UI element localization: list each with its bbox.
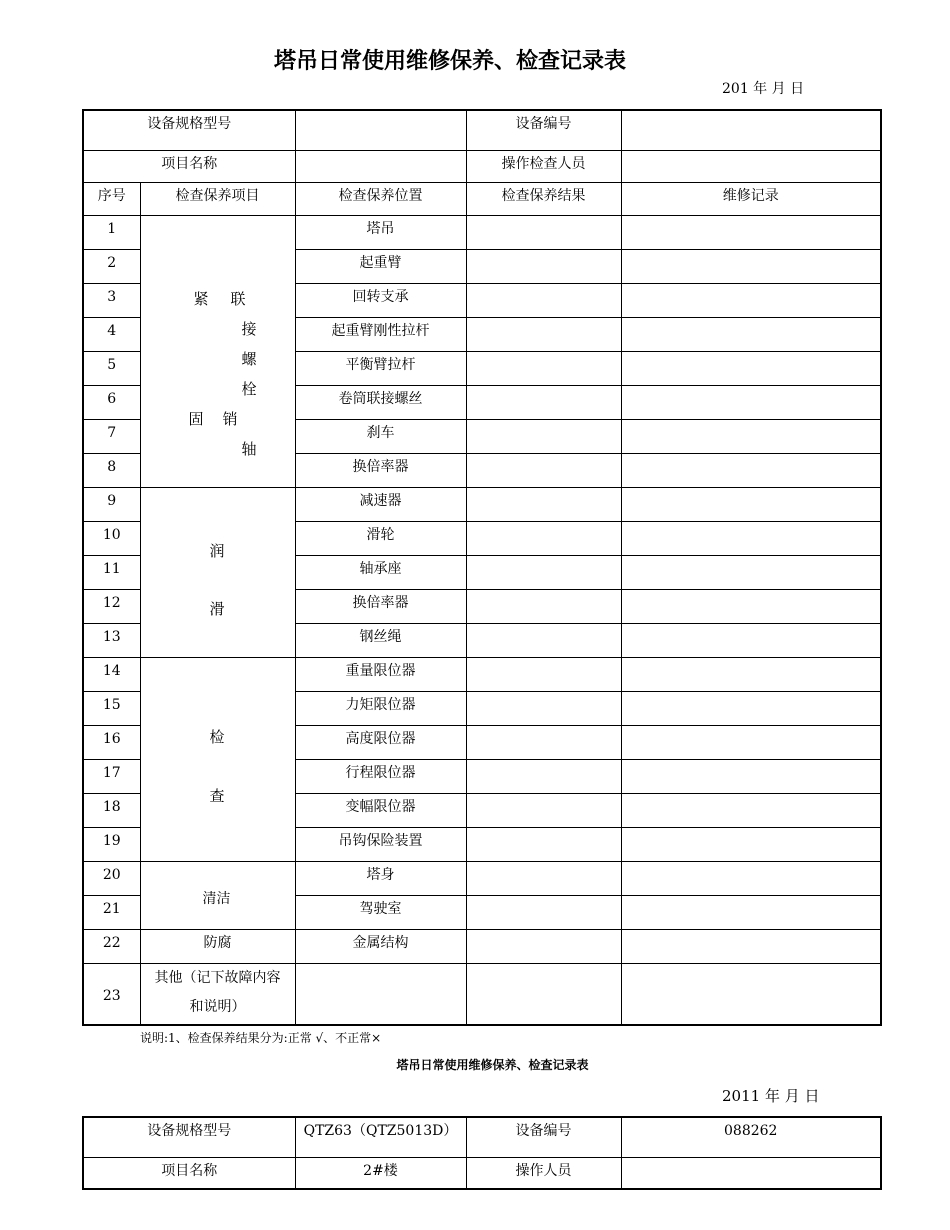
row-no: 9 <box>83 487 140 521</box>
row-repair[interactable] <box>621 793 881 827</box>
row-position: 轴承座 <box>295 555 466 589</box>
row-repair[interactable] <box>621 725 881 759</box>
row-repair[interactable] <box>621 589 881 623</box>
group-char: 润 <box>209 541 225 560</box>
row-no: 4 <box>83 317 140 351</box>
header-row-project <box>83 1157 881 1189</box>
row-repair[interactable] <box>621 861 881 895</box>
spec-label: 设备规格型号 <box>83 1117 295 1157</box>
group-char: 销 <box>222 409 238 428</box>
row-result[interactable] <box>466 657 621 691</box>
row-no: 7 <box>83 419 140 453</box>
row-result[interactable] <box>466 929 621 963</box>
group-char: 联 <box>230 289 246 308</box>
column-header-row <box>83 182 881 215</box>
header-row-spec <box>83 110 881 150</box>
row-no: 2 <box>83 249 140 283</box>
row-no: 13 <box>83 623 140 657</box>
row-result[interactable] <box>466 453 621 487</box>
row-position: 重量限位器 <box>295 657 466 691</box>
legend-note: 说明:1、检查保养结果分为:正常 √、不正常× <box>140 1031 382 1045</box>
row-position: 起重臂刚性拉杆 <box>295 317 466 351</box>
row-no: 10 <box>83 521 140 555</box>
table-row <box>83 963 881 1025</box>
row-result[interactable] <box>466 589 621 623</box>
row-repair[interactable] <box>621 249 881 283</box>
equip-no-value[interactable]: 088262 <box>621 1117 881 1157</box>
row-position: 刹车 <box>295 419 466 453</box>
row-result[interactable] <box>466 623 621 657</box>
row-position: 行程限位器 <box>295 759 466 793</box>
spec-value[interactable]: QTZ63（QTZ5013D） <box>295 1117 466 1157</box>
row-no: 17 <box>83 759 140 793</box>
row-no: 8 <box>83 453 140 487</box>
operator-label: 操作人员 <box>466 1157 621 1189</box>
table-row <box>83 215 881 249</box>
row-repair[interactable] <box>621 521 881 555</box>
row-result[interactable] <box>466 793 621 827</box>
row-no: 14 <box>83 657 140 691</box>
col-header-position: 检查保养位置 <box>295 182 466 215</box>
equip-no-label: 设备编号 <box>466 110 621 150</box>
row-position: 塔吊 <box>295 215 466 249</box>
form-title: 塔吊日常使用维修保养、检查记录表 <box>273 49 626 74</box>
group-fastening <box>140 215 295 487</box>
row-result[interactable] <box>466 521 621 555</box>
row-no: 21 <box>83 895 140 929</box>
row-repair[interactable] <box>621 453 881 487</box>
row-position: 驾驶室 <box>295 895 466 929</box>
row-result[interactable] <box>466 759 621 793</box>
row-result[interactable] <box>466 861 621 895</box>
table-row <box>83 861 881 895</box>
row-position: 滑轮 <box>295 521 466 555</box>
group-char: 轴 <box>241 439 257 458</box>
row-result[interactable] <box>466 555 621 589</box>
project-value[interactable] <box>295 150 466 182</box>
row-position: 钢丝绳 <box>295 623 466 657</box>
table-row <box>83 487 881 521</box>
row-repair[interactable] <box>621 691 881 725</box>
row-no: 16 <box>83 725 140 759</box>
row-no: 1 <box>83 215 140 249</box>
project-label: 项目名称 <box>83 150 295 182</box>
row-result[interactable] <box>466 691 621 725</box>
row-position: 卷筒联接螺丝 <box>295 385 466 419</box>
row-repair[interactable] <box>621 759 881 793</box>
row-no: 15 <box>83 691 140 725</box>
table-row <box>83 929 881 963</box>
row-position: 高度限位器 <box>295 725 466 759</box>
row-result[interactable] <box>466 249 621 283</box>
row-result[interactable] <box>466 419 621 453</box>
second-record-table <box>82 1116 882 1190</box>
row-repair[interactable] <box>621 827 881 861</box>
row-repair[interactable] <box>621 555 881 589</box>
group-char: 检 <box>209 727 225 746</box>
row-position: 换倍率器 <box>295 589 466 623</box>
row-repair[interactable] <box>621 895 881 929</box>
spec-value[interactable] <box>295 110 466 150</box>
row-no: 18 <box>83 793 140 827</box>
row-no: 3 <box>83 283 140 317</box>
row-no: 20 <box>83 861 140 895</box>
row-repair[interactable] <box>621 215 881 249</box>
col-header-repair: 维修记录 <box>621 182 881 215</box>
inspector-value[interactable] <box>621 150 881 182</box>
group-char: 接 <box>241 319 257 338</box>
table-row <box>83 657 881 691</box>
row-no: 5 <box>83 351 140 385</box>
row-position: 起重臂 <box>295 249 466 283</box>
row-result[interactable] <box>466 827 621 861</box>
row-position <box>295 963 466 1025</box>
row-repair[interactable] <box>621 487 881 521</box>
row-repair[interactable] <box>621 419 881 453</box>
group-other: 其他（记下故障内容和说明） <box>140 963 295 1025</box>
project-value[interactable]: 2#楼 <box>295 1157 466 1189</box>
row-no: 22 <box>83 929 140 963</box>
row-position: 吊钩保险装置 <box>295 827 466 861</box>
row-repair[interactable] <box>621 351 881 385</box>
form-date: 201 年 月 日 <box>722 81 805 97</box>
project-label: 项目名称 <box>83 1157 295 1189</box>
row-no: 12 <box>83 589 140 623</box>
equip-no-value[interactable] <box>621 110 881 150</box>
row-position: 减速器 <box>295 487 466 521</box>
group-char: 滑 <box>209 599 225 618</box>
group-char: 栓 <box>241 379 257 398</box>
row-no: 6 <box>83 385 140 419</box>
row-repair[interactable] <box>621 623 881 657</box>
row-no: 19 <box>83 827 140 861</box>
col-header-item: 检查保养项目 <box>140 182 295 215</box>
row-repair[interactable] <box>621 317 881 351</box>
row-result[interactable] <box>466 895 621 929</box>
row-position: 回转支承 <box>295 283 466 317</box>
group-char: 紧 <box>193 289 209 308</box>
row-result[interactable] <box>466 283 621 317</box>
row-repair[interactable] <box>621 963 881 1025</box>
row-repair[interactable] <box>621 657 881 691</box>
row-result[interactable] <box>466 385 621 419</box>
row-result[interactable] <box>466 963 621 1025</box>
row-position: 塔身 <box>295 861 466 895</box>
row-position: 力矩限位器 <box>295 691 466 725</box>
group-char: 固 <box>188 409 204 428</box>
group-char: 查 <box>209 786 225 805</box>
group-inspection <box>140 657 295 861</box>
row-repair[interactable] <box>621 385 881 419</box>
operator-value[interactable] <box>621 1157 881 1189</box>
row-position: 换倍率器 <box>295 453 466 487</box>
row-result[interactable] <box>466 317 621 351</box>
row-no: 23 <box>83 963 140 1025</box>
second-form-title: 塔吊日常使用维修保养、检查记录表 <box>396 1058 589 1072</box>
row-repair[interactable] <box>621 929 881 963</box>
equip-no-label: 设备编号 <box>466 1117 621 1157</box>
group-lubrication <box>140 487 295 657</box>
row-repair[interactable] <box>621 283 881 317</box>
row-position: 金属结构 <box>295 929 466 963</box>
row-result[interactable] <box>466 351 621 385</box>
header-row-project <box>83 150 881 182</box>
record-table <box>82 109 882 1026</box>
row-position: 变幅限位器 <box>295 793 466 827</box>
spec-label: 设备规格型号 <box>83 110 295 150</box>
col-header-result: 检查保养结果 <box>466 182 621 215</box>
header-row-spec <box>83 1117 881 1157</box>
row-result[interactable] <box>466 487 621 521</box>
col-header-no: 序号 <box>83 182 140 215</box>
group-anticorrosion: 防腐 <box>140 929 295 963</box>
group-cleaning: 清洁 <box>140 861 295 929</box>
inspector-label: 操作检查人员 <box>466 150 621 182</box>
row-no: 11 <box>83 555 140 589</box>
row-result[interactable] <box>466 725 621 759</box>
second-form-date: 2011 年 月 日 <box>722 1087 820 1105</box>
group-char: 螺 <box>241 349 257 368</box>
row-position: 平衡臂拉杆 <box>295 351 466 385</box>
row-result[interactable] <box>466 215 621 249</box>
